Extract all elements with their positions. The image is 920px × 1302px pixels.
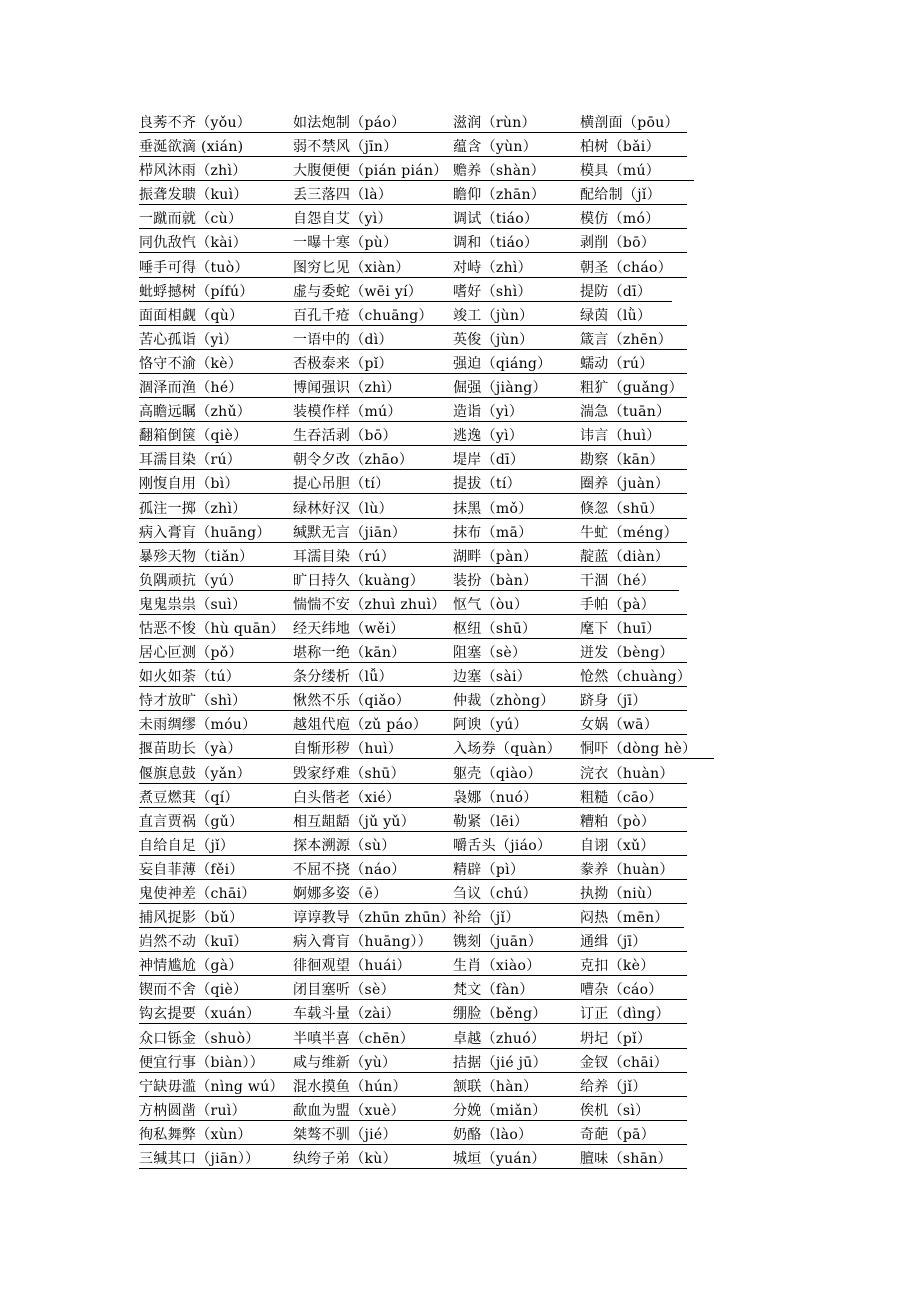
vocab-entry: 箴言（zhēn）: [580, 331, 673, 348]
vocab-entry: 卓越（zhuó）: [453, 1030, 546, 1047]
row-underline: [139, 734, 687, 735]
vocab-entry: 蠕动（rú）: [580, 355, 654, 372]
row-underline: [139, 662, 687, 663]
row-underline: [139, 156, 687, 157]
vocab-entry: 麾下（huī）: [580, 620, 661, 637]
vocab-entry: 提防（dī）: [580, 283, 652, 300]
vocab-entry: 自诩（xǔ）: [580, 837, 655, 854]
vocab-entry: 翻箱倒箧（qiè）: [139, 428, 248, 445]
vocab-entry: 自怨自艾（yì）: [293, 211, 392, 228]
vocab-entry: 粗犷（guǎng）: [580, 380, 684, 397]
row-underline: [139, 1168, 687, 1169]
vocab-entry: 咸与维新（yù）: [293, 1054, 397, 1071]
vocab-entry: 精辟（pì）: [453, 861, 525, 878]
vocab-entry: 婀娜多姿（ē）: [293, 886, 388, 902]
vocab-entry: 绿林好汉（lù）: [293, 500, 393, 517]
row-underline: [139, 1120, 687, 1121]
vocab-entry: 妄自菲薄（fěi）: [139, 861, 244, 878]
vocab-entry: 执拗（niù）: [580, 886, 661, 902]
vocab-row: [139, 1053, 739, 1077]
vocab-entry: 耳濡目染（rú）: [293, 548, 396, 565]
row-underline: [139, 373, 687, 374]
vocab-entry: 抹布（mā）: [453, 524, 533, 541]
row-underline: [139, 518, 687, 519]
vocab-entry: 经天纬地（wěi）: [293, 620, 405, 637]
vocab-row: [139, 1101, 739, 1125]
vocab-entry: 徘徊观望（huái）: [293, 958, 411, 975]
vocab-entry: 半嗔半喜（chēn）: [293, 1030, 415, 1047]
vocab-row: [139, 474, 739, 498]
vocab-row: [139, 378, 739, 402]
vocab-entry: 唾手可得（tuò）: [139, 259, 249, 276]
vocab-row: [139, 426, 739, 450]
vocab-entry: 一曝十寒（pù）: [293, 235, 398, 252]
vocab-entry: 揠苗助长（yà）: [139, 741, 242, 758]
vocab-row: [139, 499, 739, 523]
vocab-entry: 孤注一掷（zhì）: [139, 500, 247, 517]
vocab-entry: 百孔千疮（chuāng）: [293, 307, 433, 324]
vocab-row: [139, 836, 739, 860]
vocab-entry: 高瞻远瞩（zhǔ）: [139, 404, 252, 421]
vocab-row: [139, 306, 739, 330]
vocab-entry: 湍急（tuān）: [580, 404, 671, 421]
vocab-entry: 毁家纾难（shū）: [293, 765, 405, 782]
vocab-entry: 颔联（hàn）: [453, 1078, 538, 1095]
row-underline: [139, 469, 687, 470]
vocab-row: [139, 402, 739, 426]
vocab-entry: 纨绔子弟（kù）: [293, 1151, 397, 1168]
row-underline: [139, 542, 687, 543]
vocab-entry: 弱不禁风（jīn）: [293, 139, 398, 156]
row-underline: [139, 999, 687, 1000]
vocab-entry: 刚愎自用（bì）: [139, 476, 239, 493]
vocab-entry: 偃旗息鼓（yǎn）: [139, 765, 251, 782]
vocab-entry: 分娩（miǎn）: [453, 1102, 547, 1119]
vocab-entry: 自惭形秽（huì）: [293, 741, 403, 758]
vocab-entry: 补给（jǐ）: [453, 910, 520, 927]
vocab-entry: 瞻仰（zhān）: [453, 187, 546, 204]
vocab-entry: 神情尴尬（gà）: [139, 958, 243, 975]
vocab-row: [139, 667, 739, 691]
vocab-entry: 对峙（zhì）: [453, 259, 532, 276]
vocab-entry: 岿然不动（kuī）: [139, 934, 248, 951]
vocab-row: [139, 1029, 739, 1053]
vocab-entry: 订正（dìng）: [580, 1006, 670, 1023]
vocab-row: [139, 258, 739, 282]
vocab-entry: 垂涎欲滴 (xián): [139, 139, 244, 156]
vocab-entry: 栉风沐雨（zhì）: [139, 163, 247, 180]
vocab-row: [139, 571, 739, 595]
vocab-entry: 强迫（qiáng）: [453, 355, 552, 372]
vocab-entry: 堪称一绝（kān）: [293, 645, 406, 662]
vocab-entry: 提拔（tí）: [453, 476, 521, 493]
row-underline: [139, 204, 687, 205]
vocab-entry: 宁缺毋滥（nìng wú）: [139, 1078, 284, 1095]
vocab-entry: 居心叵测（pǒ）: [139, 645, 243, 662]
vocab-entry: 配给制（jǐ）: [580, 187, 661, 204]
vocab-row: [139, 523, 739, 547]
vocab-entry: 绷脸（běng）: [453, 1006, 547, 1023]
vocab-row: [139, 812, 739, 836]
vocab-row: [139, 113, 739, 137]
vocab-entry: 相互龃龉（jǔ yǔ）: [293, 813, 416, 830]
vocab-entry: 倏忽（shū）: [580, 500, 664, 517]
vocab-entry: 克扣（kè）: [580, 958, 655, 975]
vocab-row: [139, 209, 739, 233]
vocab-entry: 病入膏肓（huāng））: [293, 934, 432, 951]
row-underline: [139, 421, 687, 422]
vocab-entry: 豢养（huàn）: [580, 861, 674, 878]
vocab-entry: 便宜行事（biàn））: [139, 1054, 265, 1071]
row-underline: [139, 349, 687, 350]
vocab-entry: 暴殄天物（tiǎn）: [139, 548, 254, 565]
vocab-entry: 如火如荼（tú）: [139, 669, 241, 686]
vocab-entry: 探本溯源（sù）: [293, 837, 396, 854]
row-underline: [139, 710, 687, 711]
vocab-row: [139, 691, 739, 715]
row-underline: [139, 807, 687, 808]
vocab-row: [139, 330, 739, 354]
vocab-entry: 鬼使神差（chāi）: [139, 886, 256, 902]
vocab-entry: 入场券（quàn）: [453, 741, 562, 758]
vocab-entry: 膻味（shān）: [580, 1151, 672, 1168]
row-underline: [139, 951, 687, 952]
vocab-entry: 未雨绸缪（móu）: [139, 717, 257, 734]
vocab-row: [139, 137, 739, 161]
vocab-entry: 嘈杂（cáo）: [580, 982, 663, 999]
vocab-entry: 粗糙（cāo）: [580, 789, 663, 806]
vocab-entry: 圈养（juàn）: [580, 476, 670, 493]
vocab-entry: 生吞活剥（bō）: [293, 428, 397, 445]
vocab-entry: 闷热（mēn）: [580, 910, 669, 927]
vocab-entry: 恃才放旷（shì）: [139, 693, 247, 710]
row-underline: [139, 252, 687, 253]
vocab-row: [139, 619, 739, 643]
vocab-row: [139, 715, 739, 739]
vocab-row: [139, 860, 739, 884]
vocab-entry: 装扮（bàn）: [453, 572, 538, 589]
vocab-row: [139, 1149, 739, 1173]
vocab-entry: 竣工（jùn）: [453, 307, 534, 324]
vocab-entry: 病入膏肓（huāng）: [139, 524, 271, 541]
vocab-entry: 装模作样（mú）: [293, 404, 402, 421]
vocab-entry: 坍圮（pǐ）: [580, 1030, 652, 1047]
vocab-row: [139, 739, 739, 763]
row-underline: [139, 686, 687, 687]
row-underline: [139, 855, 687, 856]
vocab-entry: 朝圣（cháo）: [580, 259, 673, 276]
row-underline: [139, 614, 687, 615]
vocab-row: [139, 185, 739, 209]
row-underline: [139, 975, 687, 976]
vocab-entry: 通缉（jī）: [580, 934, 647, 951]
vocab-entry: 车载斗量（zài）: [293, 1006, 400, 1023]
row-underline: [139, 783, 687, 784]
vocab-entry: 鬼鬼祟祟（suì）: [139, 596, 247, 613]
vocab-entry: 剥削（bō）: [580, 235, 656, 252]
vocab-entry: 图穷匕见（xiàn）: [293, 259, 410, 276]
vocab-entry: 金钗（chāi）: [580, 1054, 669, 1071]
vocab-entry: 奇葩（pā）: [580, 1126, 656, 1143]
vocab-entry: 湖畔（pàn）: [453, 548, 538, 565]
vocab-row: [139, 980, 739, 1004]
vocab-row: [139, 1125, 739, 1149]
vocab-entry: 朝令夕改（zhāo）: [293, 452, 414, 469]
vocab-entry: 勘察（kān）: [580, 452, 664, 469]
row-underline: [139, 325, 687, 326]
row-underline: [139, 180, 694, 181]
row-underline: [139, 228, 687, 229]
vocab-entry: 梵文（fàn）: [453, 982, 534, 999]
vocab-entry: 抹黑（mǒ）: [453, 500, 533, 517]
vocab-row: [139, 908, 739, 932]
vocab-entry: 模仿（mó）: [580, 211, 660, 228]
vocab-entry: 歃血为盟（xuè）: [293, 1102, 405, 1119]
vocab-entry: 虚与委蛇（wēi yí）: [293, 283, 423, 300]
vocab-entry: 嚼舌头（jiáo）: [453, 837, 552, 854]
vocab-entry: 阿谀（yú）: [453, 717, 528, 734]
vocab-entry: 糟粕（pò）: [580, 813, 656, 830]
vocab-entry: 牛虻（méng）: [580, 524, 678, 541]
vocab-entry: 恫吓（dòng hè）: [580, 741, 697, 758]
vocab-entry: 干涸（hé）: [580, 572, 656, 589]
vocab-row: [139, 450, 739, 474]
vocab-entry: 锲而不舍（qiè）: [139, 982, 248, 999]
vocab-entry: 奶酪（lào）: [453, 1126, 533, 1143]
vocab-row: [139, 547, 739, 571]
vocab-entry: 模具（mú）: [580, 163, 661, 180]
vocab-entry: 靛蓝（diàn）: [580, 548, 670, 565]
row-underline: [139, 277, 687, 278]
row-underline: [139, 590, 679, 591]
vocab-entry: 不屈不挠（náo）: [293, 861, 406, 878]
vocab-entry: 刍议（chú）: [453, 886, 537, 902]
vocab-entry: 堤岸（dī）: [453, 452, 525, 469]
vocab-entry: 提心吊胆（tí）: [293, 476, 390, 493]
vocab-row: [139, 956, 739, 980]
vocab-entry: 谆谆教导（zhūn zhūn）: [293, 910, 455, 927]
vocab-row: [139, 282, 739, 306]
vocab-entry: 耳濡目染（rú）: [139, 452, 242, 469]
vocab-entry: 绿茵（lǜ）: [580, 307, 652, 324]
vocab-row: [139, 764, 739, 788]
vocab-entry: 柏树（bǎi）: [580, 139, 660, 156]
vocab-entry: 捕风捉影（bǔ）: [139, 910, 244, 927]
row-underline: [139, 1048, 687, 1049]
row-underline: [139, 638, 687, 639]
vocab-entry: 蚍蜉撼树（pífú）: [139, 283, 254, 300]
vocab-entry: 女娲（wā）: [580, 717, 659, 734]
vocab-row: [139, 1077, 739, 1101]
row-underline: [139, 879, 687, 880]
vocab-entry: 造诣（yì）: [453, 404, 524, 421]
vocab-entry: 自给自足（jǐ）: [139, 837, 235, 854]
vocab-row: [139, 595, 739, 619]
vocab-entry: 袅娜（nuó）: [453, 789, 538, 806]
vocab-entry: 丢三落四（là）: [293, 187, 393, 204]
vocab-entry: 俟机（sì）: [580, 1102, 650, 1119]
vocab-entry: 迸发（bèng）: [580, 645, 674, 662]
vocab-entry: 负隅顽抗（yú）: [139, 572, 243, 589]
row-underline: [139, 493, 687, 494]
vocab-entry: 一语中的（dì）: [293, 331, 393, 348]
vocab-entry: 旷日持久（kuàng）: [293, 572, 425, 589]
vocab-entry: 恪守不渝（kè）: [139, 355, 243, 372]
vocab-entry: 直言贾祸（gǔ）: [139, 813, 244, 830]
vocab-entry: 英俊（jùn）: [453, 331, 534, 348]
vocab-entry: 怆然（chuàng）: [580, 669, 692, 686]
vocab-entry: 惴惴不安（zhuì zhuì）: [293, 596, 446, 613]
vocab-entry: 城垣（yuán）: [453, 1151, 546, 1168]
vocab-entry: 徇私舞弊（xùn）: [139, 1126, 252, 1143]
vocab-entry: 横剖面（pōu）: [580, 115, 679, 131]
vocab-entry: 躯壳（qiào）: [453, 765, 542, 782]
vocab-entry: 滋润（rùn）: [453, 115, 536, 131]
vocab-entry: 蕴含（yùn）: [453, 139, 538, 156]
vocab-entry: 良莠不齐（yǒu）: [139, 115, 252, 131]
vocab-entry: 讳言（huì）: [580, 428, 661, 445]
vocab-entry: 白头偕老（xié）: [293, 789, 401, 806]
vocab-entry: 缄默无言（jiān）: [293, 524, 407, 541]
row-underline: [139, 1072, 687, 1073]
vocab-entry: 跻身（jī）: [580, 693, 647, 710]
row-underline: [139, 1144, 687, 1145]
row-underline: [139, 831, 687, 832]
row-underline: [139, 445, 687, 446]
vocab-entry: 煮豆燃萁（qí）: [139, 789, 239, 806]
vocab-entry: 倔强（jiàng）: [453, 380, 547, 397]
vocab-entry: 边塞（sài）: [453, 669, 532, 686]
vocab-entry: 大腹便便（pián pián）: [293, 163, 448, 180]
vocab-entry: 镌刻（juān）: [453, 934, 543, 951]
vocab-entry: 愀然不乐（qiǎo）: [293, 693, 411, 710]
vocab-entry: 拮据（jié jū）: [453, 1054, 547, 1071]
vocab-entry: 博闻强识（zhì）: [293, 380, 401, 397]
vocab-row: [139, 1004, 739, 1028]
row-underline: [139, 1096, 687, 1097]
vocab-entry: 众口铄金（shuò）: [139, 1030, 260, 1047]
vocab-row: [139, 643, 739, 667]
vocab-row: [139, 354, 739, 378]
vocab-entry: 三缄其口（jiān））: [139, 1151, 260, 1168]
vocab-entry: 枢纽（shū）: [453, 620, 537, 637]
vocab-entry: 方枘圆凿（ruì）: [139, 1102, 246, 1119]
vocab-entry: 桀骜不驯（jié）: [293, 1126, 397, 1143]
vocab-entry: 涸泽而渔（hé）: [139, 380, 243, 397]
vocab-entry: 调和（tiáo）: [453, 235, 539, 252]
vocab-entry: 仲裁（zhòng）: [453, 693, 555, 710]
vocab-entry: 给养（jǐ）: [580, 1078, 647, 1095]
vocab-row: [139, 932, 739, 956]
vocab-entry: 面面相觑（qù）: [139, 307, 244, 324]
row-underline: [139, 301, 672, 302]
row-underline: [139, 903, 687, 904]
vocab-row: [139, 788, 739, 812]
vocab-entry: 勒紧（lēi）: [453, 813, 529, 830]
vocab-row: [139, 233, 739, 257]
row-underline: [139, 566, 687, 567]
vocab-entry: 如法炮制（páo）: [293, 115, 406, 131]
vocab-entry: 逃逸（yì）: [453, 428, 524, 445]
row-underline: [139, 1023, 687, 1024]
vocab-entry: 阻塞（sè）: [453, 645, 527, 662]
vocab-row: [139, 161, 739, 185]
vocab-entry: 闭目塞听（sè）: [293, 982, 395, 999]
vocab-entry: 钩玄提要（xuán）: [139, 1006, 261, 1023]
vocab-entry: 赡养（shàn）: [453, 163, 545, 180]
vocab-entry: 嗜好（shì）: [453, 283, 532, 300]
row-underline: [139, 758, 714, 759]
vocab-entry: 怙恶不悛（hù quān）: [139, 620, 285, 637]
vocab-row: [139, 884, 739, 908]
vocabulary-list: [139, 113, 739, 1173]
vocab-entry: 条分缕析（lǚ）: [293, 669, 393, 686]
row-underline: [139, 132, 687, 133]
row-underline: [139, 397, 687, 398]
vocab-entry: 混水摸鱼（hún）: [293, 1078, 407, 1095]
vocab-entry: 手帕（pà）: [580, 596, 656, 613]
vocab-entry: 否极泰来（pǐ）: [293, 355, 393, 372]
vocab-entry: 怄气（òu）: [453, 596, 529, 613]
vocab-entry: 苦心孤诣（yì）: [139, 331, 238, 348]
vocab-entry: 振聋发聩（kuì）: [139, 187, 248, 204]
vocab-entry: 一蹴而就（cù）: [139, 211, 243, 228]
row-underline: [139, 927, 684, 928]
vocab-entry: 越俎代庖（zǔ páo）: [293, 717, 428, 734]
vocab-entry: 调试（tiáo）: [453, 211, 539, 228]
vocab-entry: 浣衣（huàn）: [580, 765, 674, 782]
vocab-entry: 同仇敌忾（kài）: [139, 235, 248, 252]
vocab-entry: 生肖（xiào）: [453, 958, 541, 975]
